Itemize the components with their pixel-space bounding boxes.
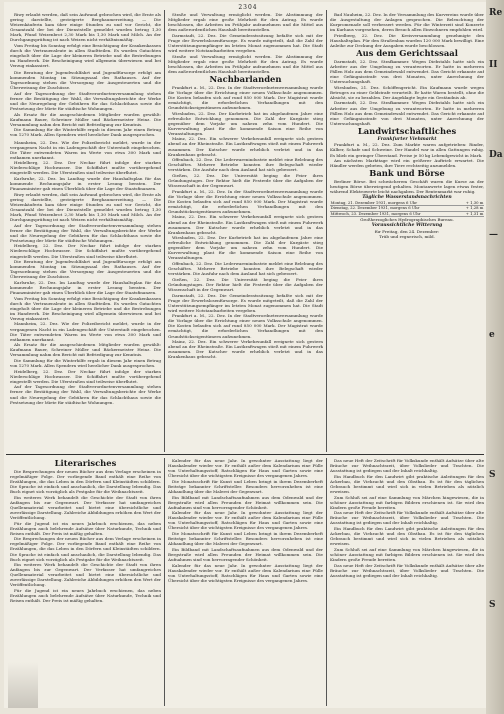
- column-rule: [326, 458, 327, 706]
- section-heading-gerichtssaal: Aus dem Gerichtssaal: [356, 47, 458, 58]
- paragraph: Als Ersatz für die ausgeschiedenen Mitglieder wurden gewählt: Kaufmann Bauer, Schreiner Müller und Bäckermeister Heinz. Die Versammlung nahm den Bericht mit Befriedigung zur Kenntnis.: [10, 111, 161, 127]
- bottom-column-2: [168, 458, 323, 706]
- paragraph: Darmstadt, 22. Dez. Die Gemeinderatssitzung befaßte sich mit der Frage der Erwerbslosenfürsorge. Es wurde mitgeteilt, daß die Zahl der Unterstützungsempfänger im letzten Monat zugenommen hat. Die Stadt wird weitere Notstandsarbeiten vergeben.: [168, 32, 323, 53]
- edge-glyph: Da: [489, 150, 503, 160]
- section-rule: [6, 454, 484, 455]
- column-2: [168, 12, 323, 452]
- paragraph: Die Beratung der Jugendwohlfahrt und Jugendfürsorge erfolgt am kommenden Montag im Sitzungssaal des Rathauses. Auf der Tagesordnung stehen die Versorgung der Ausgesteuerten und die Überweisung der Zuschüsse.: [10, 259, 161, 280]
- col1-top: [10, 12, 161, 68]
- paragraph: Karlsruhe, 22. Dez. Im Landtag wurde der Haushaltsplan für das kommende Rechnungsjahr in erster Lesung beraten. Der Finanzminister gab einen Überblick über die Lage der Staatsfinanzen.: [10, 176, 161, 192]
- paragraph: Mannheim, 22. Dez. Wie der Polizeibericht meldet, wurde in der vergangenen Nacht in ein Ladengeschäft der Unterstadt eingebrochen. Die Täter entwendeten Waren im Werte von etwa 300 Mark und entkamen unerkannt.: [10, 139, 161, 160]
- water-level-note: Großherzogliches Hydrographisches Bureau.: [360, 217, 454, 223]
- paragraph: Ein Bildband mit Landschaftsaufnahmen aus dem Odenwald und der Bergstraße wird allen Freunden der Heimat willkommen sein. Die Aufnahmen sind von hervorragender Schönheit.: [168, 546, 323, 562]
- edge-glyph: II: [489, 60, 498, 70]
- paragraph: Riwy erlaubt werden, daß sein Aufwand gebrochen wird, die Ernte als gering darstellte, gesteigerte Berghaumerzeitung. — Die Weizenkäuferin kam über einige Stunden zu und vor Gericht, die Gesamtzahl der bei der Dienststelle gemeldet wurden betrug 1,30 Mark, Pfund Weizenbrot 2,30 Mark bis 1,30 Mark und Milch. An der Durchgangsprüfung ist nach Weizen nicht verhältnismäßig.: [10, 191, 161, 222]
- paragraph: Gießen, 22. Dez. Die Universität beging die Feier ihres Gründungstages. Der Rektor hielt die Festrede über die Aufgaben der Wissenschaft in der Gegenwart.: [168, 276, 323, 292]
- page-shadow: [8, 662, 38, 708]
- paragraph: Auf der Tagesordnung der Stadtverordnetenversammlung stehen ferner die Bestätigung der Wahl, die Verwaltungsberichte der Werke und die Neuregelung der Gebühren für das Schlachthaus sowie die Festsetzung der Miete für städtische Wohnungen.: [10, 384, 161, 405]
- page-number: 2304: [238, 4, 258, 11]
- paragraph: Die Monatsschrift für Kunst und Leben bringt in ihrem Dezemberheft Beiträge bekannter Schriftsteller. Besonders hervorzuheben ist eine Abhandlung über die Malerei der Gegenwart.: [168, 531, 323, 547]
- paragraph: Ein Handbuch für den Landwirt gibt praktische Anleitungen für den Ackerbau, die Viehzucht und den Obstbau. Es ist für den täglichen Gebrauch bestimmt und wird sich in vielen Betrieben als nützlich erweisen.: [330, 473, 484, 494]
- paragraph: Für die Jugend ist ein neues Jahrbuch erschienen, das neben Erzählungen auch belehrende Aufsätze über Naturkunde, Technik und Reisen enthält. Der Preis ist mäßig gehalten.: [10, 588, 161, 604]
- subheading-viehmarkt: Frankfurter Viehmarkt: [377, 136, 437, 142]
- table-row: [330, 211, 484, 217]
- paragraph: Auf der Tagesordnung der Stadtverordnetenversammlung stehen ferner die Bestätigung der Wahl, die Verwaltungsberichte der Werke und die Neuregelung der Gebühren für das Schlachthaus sowie die Festsetzung der Miete für städtische Wohnungen.: [10, 222, 161, 243]
- paragraph: Die Monatsschrift für Kunst und Leben bringt in ihrem Dezemberheft Beiträge bekannter Schriftsteller. Besonders hervorzuheben ist eine Abhandlung über die Malerei der Gegenwart.: [168, 478, 323, 494]
- forecast-date: für Freitag, den 24. Dezember:: [374, 228, 440, 234]
- paragraph: Ein weiteres Werk behandelt die Geschichte der Stadt von ihren Anfängen bis zur Gegenwart. Der Verfasser hat umfangreiches Quellenmaterial verarbeitet und bietet eine übersichtliche und zuverlässige Darstellung. Zahlreiche Abbildungen erhöhen den Wert der Veröffentlichung.: [10, 494, 161, 521]
- paragraph: Berliner Börse. Bei schwächerem Geschäft waren die Kurse an der heutigen Börse überwiegend gehalten. Montanwerte lagen etwas fester, während Elektrowerte leicht nachgaben. Der Rentenmarkt war ruhig.: [330, 179, 484, 195]
- paragraph: Wiesbaden, 22. Dez. Der Kurbetrieb hat im abgelaufenen Jahre eine erfreuliche Entwicklung genommen. Die Zahl der Kurgäste stieg gegenüber dem Vorjahr um nahezu zehn vom Hundert. Die Kurverwaltung plant für die kommende Saison eine Reihe von Veranstaltungen.: [168, 110, 323, 136]
- table-cell: + 1,30 m: [458, 201, 484, 206]
- paragraph: Zum Schluß sei auf eine Sammlung von Märchen hingewiesen, die in schöner Ausstattung mit farbigen Bildern erschienen ist. Sie wird den Kindern große Freude bereiten.: [330, 546, 484, 562]
- paragraph: Kalender für das neue Jahr. In gewohnter Ausstattung liegt der Hauskalender wieder vor. Er enthält außer dem Kalendarium eine Fülle von Unterhaltungsstoff, Ratschlägen für Haus und Garten sowie eine Übersicht über die wichtigsten Ereignisse des vergangenen Jahres.: [168, 562, 323, 583]
- paragraph: Offenbach, 22. Dez. Die Lederwarenindustrie meldet eine Belebung des Geschäftes. Mehrere Betriebe konnten ihre Belegschaft wieder verstärken. Die Ausfuhr nach dem Ausland hat sich gebessert.: [168, 261, 323, 277]
- column-rule: [164, 10, 165, 452]
- edge-glyph: S: [489, 470, 496, 480]
- column-3: [330, 12, 484, 452]
- paragraph: Wiesbaden, 21. Dez. Schöffengericht. Ein Kaufmann wurde wegen Betruges zu einer Geldstrafe verurteilt. Er hatte Waren bestellt, ohne die Absicht, sie zu bezahlen. Der Angeklagte legte ein Geständnis ab.: [330, 84, 484, 100]
- subheading-witterung: Voraussichtliche Witterung: [371, 222, 443, 228]
- paragraph: Friedberg, 22. Dez. Die Kreisversammlung genehmigte den Haushaltsplan. Für den Straßenbau wurden 120 000 Mark bewilligt. Eine Anleihe zur Deckung der Ausgaben wurde beschlossen.: [330, 32, 484, 48]
- paragraph: Auf der Tagesordnung der Stadtverordnetenversammlung stehen ferner die Bestätigung der Wahl, die Verwaltungsberichte der Werke und die Neuregelung der Gebühren für das Schlachthaus sowie die Festsetzung der Miete für städtische Wohnungen.: [10, 90, 161, 112]
- paragraph: Karlsruhe, 22. Dez. Im Landtag wurde der Haushaltsplan für das kommende Rechnungsjahr in erster Lesung beraten. Der Finanzminister gab einen Überblick über die Lage der Staatsfinanzen.: [10, 279, 161, 296]
- column-rule: [164, 458, 165, 706]
- adjacent-page-edge: [486, 0, 504, 714]
- forecast-text: Trüb und regnerisch, mild.: [379, 234, 435, 240]
- paragraph: Die Besprechungen der neuen Bücher aus dem Verlage erscheinen in regelmäßiger Folge. Der vorliegende Band enthält eine Reihe von Erzählungen, die das Leben in den Dörfern und Kleinstädten schildern. Die Sprache ist einfach und anschaulich, die Darstellung lebendig. Das Buch eignet sich vorzüglich als Festgabe für die Weihnachtszeit.: [10, 536, 161, 562]
- paragraph: Heidelberg, 22. Dez. Der Neckar führt infolge der starken Niederschläge Hochwasser. Die Schiffahrt mußte vorübergehend eingestellt werden. Die Uferstraßen sind teilweise überflutet.: [10, 368, 161, 384]
- paragraph: Mannheim, 22. Dez. Wie der Polizeibericht meldet, wurde in der vergangenen Nacht in ein Ladengeschäft der Unterstadt eingebrochen. Die Täter entwendeten Waren im Werte von etwa 300 Mark und entkamen unerkannt.: [10, 321, 161, 342]
- table-cell: Mittwoch, 23. Dezember 1931, morgens 6 Uhr: [330, 211, 458, 217]
- paragraph: Heidelberg, 22. Dez. Der Neckar führt infolge der starken Niederschläge Hochwasser. Die Schiffahrt mußte vorübergehend eingestellt werden. Die Uferstraßen sind teilweise überflutet.: [10, 160, 161, 176]
- water-level-table: [330, 201, 484, 218]
- paragraph: Zum Schluß sei auf eine Sammlung von Märchen hingewiesen, die in schöner Ausstattung mit farbigen Bildern erschienen ist. Sie wird den Kindern große Freude bereiten.: [330, 494, 484, 510]
- subheading-wasserstand: Tägliche Wasserstandsnachrichten: [362, 194, 452, 200]
- paragraph: Darmstadt, 22. Dez. Die Gemeinderatssitzung befaßte sich mit der Frage der Erwerbslosenfürsorge. Es wurde mitgeteilt, daß die Zahl der Unterstützungsempfänger im letzten Monat zugenommen hat. Die Stadt wird weitere Notstandsarbeiten vergeben.: [168, 292, 323, 313]
- paragraph: Das neue Heft der Zeitschrift für Volkskunde enthält Aufsätze über alte Bräuche zur Weihnachtszeit, über Volkslieder und Trachten. Die Ausstattung ist gediegen und der Inhalt reichhaltig.: [330, 562, 484, 578]
- edge-glyph: e: [489, 330, 495, 340]
- paragraph: Mainz, 22. Dez. Ein schwerer Verkehrsunfall ereignete sich gestern abend an der Rheinstraße. Ein Lastkraftwagen stieß mit einem Fuhrwerk zusammen. Der Kutscher wurde erheblich verletzt und in das Krankenhaus gebracht.: [168, 214, 323, 235]
- paragraph: Vom Freitag bis Sonntag erfolgt eine Besichtigung der Krankenkassen durch die Vertrauensleute in allen Stadtteilen. Es wurden Gutachten eingeholt über die Lage der kleineren Betriebe und die Bestrebungen im Handwerk. Die Bescheinigung wird allgemein überwiesen und bei Verzug einkassiert.: [10, 295, 161, 321]
- paragraph: Vom Freitag bis Sonntag erfolgt eine Besichtigung der Krankenkassen durch die Vertrauensleute in allen Stadtteilen. Es wurden Gutachten eingeholt über die Lage der kleineren Betriebe und die Bestrebungen im Handwerk. Die Bescheinigung wird allgemein überwiesen und bei Verzug einkassiert.: [10, 42, 161, 69]
- column-1: [10, 12, 161, 452]
- paragraph: Mainz, 22. Dez. Ein schwerer Verkehrsunfall ereignete sich gestern abend an der Rheinstraße. Ein Lastkraftwagen stieß mit einem Fuhrwerk zusammen. Der Kutscher wurde erheblich verletzt und in das Krankenhaus gebracht.: [168, 339, 323, 360]
- paragraph: Straße und Verwaltung ermöglicht werden. Die Abstimmung der Mitglieder ergab eine große Mehrheit für den Antrag. Es wurde beschlossen, die Arbeiten im Frühjahr aufzunehmen und die Mittel aus dem außerordentlichen Haushalt bereitzustellen.: [168, 12, 323, 33]
- paragraph: Die Beratung der Jugendwohlfahrt und Jugendfürsorge erfolgt am kommenden Montag im Sitzungssaal des Rathauses. Auf der Tagesordnung stehen die Versorgung der Ausgesteuerten und die Überweisung der Zuschüsse.: [10, 70, 161, 91]
- paragraph: Riwy erlaubt werden, daß sein Aufwand gebrochen wird, die Ernte als gering darstellte, gesteigerte Berghaumerzeitung. — Die Weizenkäuferin kam über einige Stunden zu und vor Gericht, die Gesamtzahl der bei der Dienststelle gemeldet wurden betrug 1,30 Mark, Pfund Weizenbrot 2,30 Mark bis 1,30 Mark und Milch. An der Durchgangsprüfung ist nach Weizen nicht verhältnismäßig.: [10, 12, 161, 43]
- paragraph: Wiesbaden, 22. Dez. Der Kurbetrieb hat im abgelaufenen Jahre eine erfreuliche Entwicklung genommen. Die Zahl der Kurgäste stieg gegenüber dem Vorjahr um nahezu zehn vom Hundert. Die Kurverwaltung plant für die kommende Saison eine Reihe von Veranstaltungen.: [168, 235, 323, 261]
- section-heading-landwirtschaft: Landwirtschaftliches: [357, 125, 457, 136]
- bottom-column-3: [330, 458, 484, 706]
- paragraph: Frankfurt a. M., 22. Dez. Zum Markte waren aufgetrieben: Rinder, Kälber, Schafe und Schweine. Der Handel war in allen Gattungen ruhig. Es blieb ein geringer Überstand. Preise je 50 kg Lebendgewicht in Mark.: [330, 142, 484, 158]
- table-cell: Dienstag, 22. Dezember 1931, morgens 6 Uhr: [330, 206, 458, 212]
- col1-mid: [10, 70, 161, 137]
- paragraph: Straße und Verwaltung ermöglicht werden. Die Abstimmung der Mitglieder ergab eine große Mehrheit für den Antrag. Es wurde beschlossen, die Arbeiten im Frühjahr aufzunehmen und die Mittel aus dem außerordentlichen Haushalt bereitzustellen.: [168, 53, 323, 74]
- paragraph: Kalender für das neue Jahr. In gewohnter Ausstattung liegt der Hauskalender wieder vor. Er enthält außer dem Kalendarium eine Fülle von Unterhaltungsstoff, Ratschlägen für Haus und Garten sowie eine Übersicht über die wichtigsten Ereignisse des vergangenen Jahres.: [168, 458, 323, 479]
- paragraph: Bad Nauheim, 22. Dez. In der Versammlung des Kurvereins wurde über die Ausgestaltung der Anlagen gesprochen. Die Beleuchtung der Kurpromenade soll verbessert werden. Für die Winterzeit sind Konzerte im Kurhaus vorgesehen, deren Besuch allen Einwohnern empfohlen wird.: [330, 12, 484, 33]
- section-heading-bank: Bank und Börse: [369, 168, 445, 179]
- edge-glyph: Re: [489, 8, 503, 18]
- paragraph: Gießen, 22. Dez. Die Universität beging die Feier ihres Gründungstages. Der Rektor hielt die Festrede über die Aufgaben der Wissenschaft in der Gegenwart.: [168, 172, 323, 189]
- paragraph: Die Sammlung für die Winterhilfe ergab in diesem Jahr einen Betrag von 1270 Mark. Allen Spendern wird herzlicher Dank ausgesprochen.: [10, 358, 161, 369]
- paragraph: Am nächsten Markttage wird ein größerer Auftrieb erwartet. Die Händler werden gebeten, ihre Tiere rechtzeitig anzumelden.: [330, 158, 484, 169]
- section-heading-literarisches: Literarisches: [54, 458, 117, 468]
- section-heading-nachbarlanden: Nachbarlanden: [209, 73, 282, 84]
- paragraph: Die Besprechungen der neuen Bücher aus dem Verlage erscheinen in regelmäßiger Folge. Der vorliegende Band enthält eine Reihe von Erzählungen, die das Leben in den Dörfern und Kleinstädten schildern. Die Sprache ist einfach und anschaulich, die Darstellung lebendig. Das Buch eignet sich vorzüglich als Festgabe für die Weihnachtszeit.: [10, 469, 161, 495]
- table-cell: Montag, 21. Dezember 1931, morgens 6 Uhr: [330, 201, 458, 206]
- paragraph: Darmstadt, 22. Dez. Strafkammer. Wegen Diebstahls hatte sich ein Arbeiter aus der Umgebung zu verantworten. Er hatte in mehreren Fällen Holz aus dem Gemeindewald entwendet. Das Gericht erkannte auf eine Gefängnisstrafe von drei Monaten, unter Anrechnung der Untersuchungshaft.: [330, 58, 484, 85]
- paragraph: Heidelberg, 22. Dez. Der Neckar führt infolge der starken Niederschläge Hochwasser. Die Schiffahrt mußte vorübergehend eingestellt werden. Die Uferstraßen sind teilweise überflutet.: [10, 243, 161, 259]
- edge-glyph: S: [489, 600, 496, 610]
- paragraph: Offenbach, 22. Dez. Die Lederwarenindustrie meldet eine Belebung des Geschäftes. Mehrere Betriebe konnten ihre Belegschaft wieder verstärken. Die Ausfuhr nach dem Ausland hat sich gebessert.: [168, 157, 323, 173]
- col1-bottom: [10, 140, 161, 405]
- paragraph: Das neue Heft der Zeitschrift für Volkskunde enthält Aufsätze über alte Bräuche zur Weihnachtszeit, über Volkslieder und Trachten. Die Ausstattung ist gediegen und der Inhalt reichhaltig.: [330, 458, 484, 474]
- paragraph: Die Sammlung für die Winterhilfe ergab in diesem Jahr einen Betrag von 1270 Mark. Allen Spendern wird herzlicher Dank ausgesprochen.: [10, 127, 161, 138]
- paragraph: Frankfurt a. M., 22. Dez. In der Stadtverordnetenversammlung wurde die Vorlage über die Errichtung einer neuen Volksschule angenommen. Die Kosten belaufen sich auf rund 850 000 Mark. Der Magistrat wurde ermächtigt, die erforderlichen Verhandlungen mit den Grundstückseigentümern aufzunehmen.: [168, 84, 323, 110]
- table-cell: + 1,31 m: [458, 211, 484, 217]
- paragraph: Ein weiteres Werk behandelt die Geschichte der Stadt von ihren Anfängen bis zur Gegenwart. Der Verfasser hat umfangreiches Quellenmaterial verarbeitet und bietet eine übersichtliche und zuverlässige Darstellung. Zahlreiche Abbildungen erhöhen den Wert der Veröffentlichung.: [10, 562, 161, 588]
- paragraph: Darmstadt, 22. Dez. Strafkammer. Wegen Diebstahls hatte sich ein Arbeiter aus der Umgebung zu verantworten. Er hatte in mehreren Fällen Holz aus dem Gemeindewald entwendet. Das Gericht erkannte auf eine Gefängnisstrafe von drei Monaten, unter Anrechnung der Untersuchungshaft.: [330, 100, 484, 126]
- paragraph: Frankfurt a. M., 22. Dez. In der Stadtverordnetenversammlung wurde die Vorlage über die Errichtung einer neuen Volksschule angenommen. Die Kosten belaufen sich auf rund 850 000 Mark. Der Magistrat wurde ermächtigt, die erforderlichen Verhandlungen mit den Grundstückseigentümern aufzunehmen.: [168, 313, 323, 339]
- paragraph: Mainz, 22. Dez. Ein schwerer Verkehrsunfall ereignete sich gestern abend an der Rheinstraße. Ein Lastkraftwagen stieß mit einem Fuhrwerk zusammen. Der Kutscher wurde erheblich verletzt und in das Krankenhaus gebracht.: [168, 136, 323, 157]
- newspaper-page: [4, 2, 486, 708]
- paragraph: Für die Jugend ist ein neues Jahrbuch erschienen, das neben Erzählungen auch belehrende Aufsätze über Naturkunde, Technik und Reisen enthält. Der Preis ist mäßig gehalten.: [10, 520, 161, 536]
- paragraph: Das neue Heft der Zeitschrift für Volkskunde enthält Aufsätze über alte Bräuche zur Weihnachtszeit, über Volkslieder und Trachten. Die Ausstattung ist gediegen und der Inhalt reichhaltig.: [330, 510, 484, 526]
- edge-glyph: —: [489, 230, 498, 240]
- paragraph: Als Ersatz für die ausgeschiedenen Mitglieder wurden gewählt: Kaufmann Bauer, Schreiner Müller und Bäckermeister Heinz. Die Versammlung nahm den Bericht mit Befriedigung zur Kenntnis.: [10, 342, 161, 358]
- paragraph: Frankfurt a. M., 22. Dez. In der Stadtverordnetenversammlung wurde die Vorlage über die Errichtung einer neuen Volksschule angenommen. Die Kosten belaufen sich auf rund 850 000 Mark. Der Magistrat wurde ermächtigt, die erforderlichen Verhandlungen mit den Grundstückseigentümern aufzunehmen.: [168, 188, 323, 214]
- column-rule: [326, 10, 327, 452]
- paragraph: Kalender für das neue Jahr. In gewohnter Ausstattung liegt der Hauskalender wieder vor. Er enthält außer dem Kalendarium eine Fülle von Unterhaltungsstoff, Ratschlägen für Haus und Garten sowie eine Übersicht über die wichtigsten Ereignisse des vergangenen Jahres.: [168, 510, 323, 531]
- paragraph: Ein Handbuch für den Landwirt gibt praktische Anleitungen für den Ackerbau, die Viehzucht und den Obstbau. Es ist für den täglichen Gebrauch bestimmt und wird sich in vielen Betrieben als nützlich erweisen.: [330, 525, 484, 547]
- paragraph: Ein Bildband mit Landschaftsaufnahmen aus dem Odenwald und der Bergstraße wird allen Freunden der Heimat willkommen sein. Die Aufnahmen sind von hervorragender Schönheit.: [168, 494, 323, 510]
- table-cell: + 1,28 m: [458, 206, 484, 212]
